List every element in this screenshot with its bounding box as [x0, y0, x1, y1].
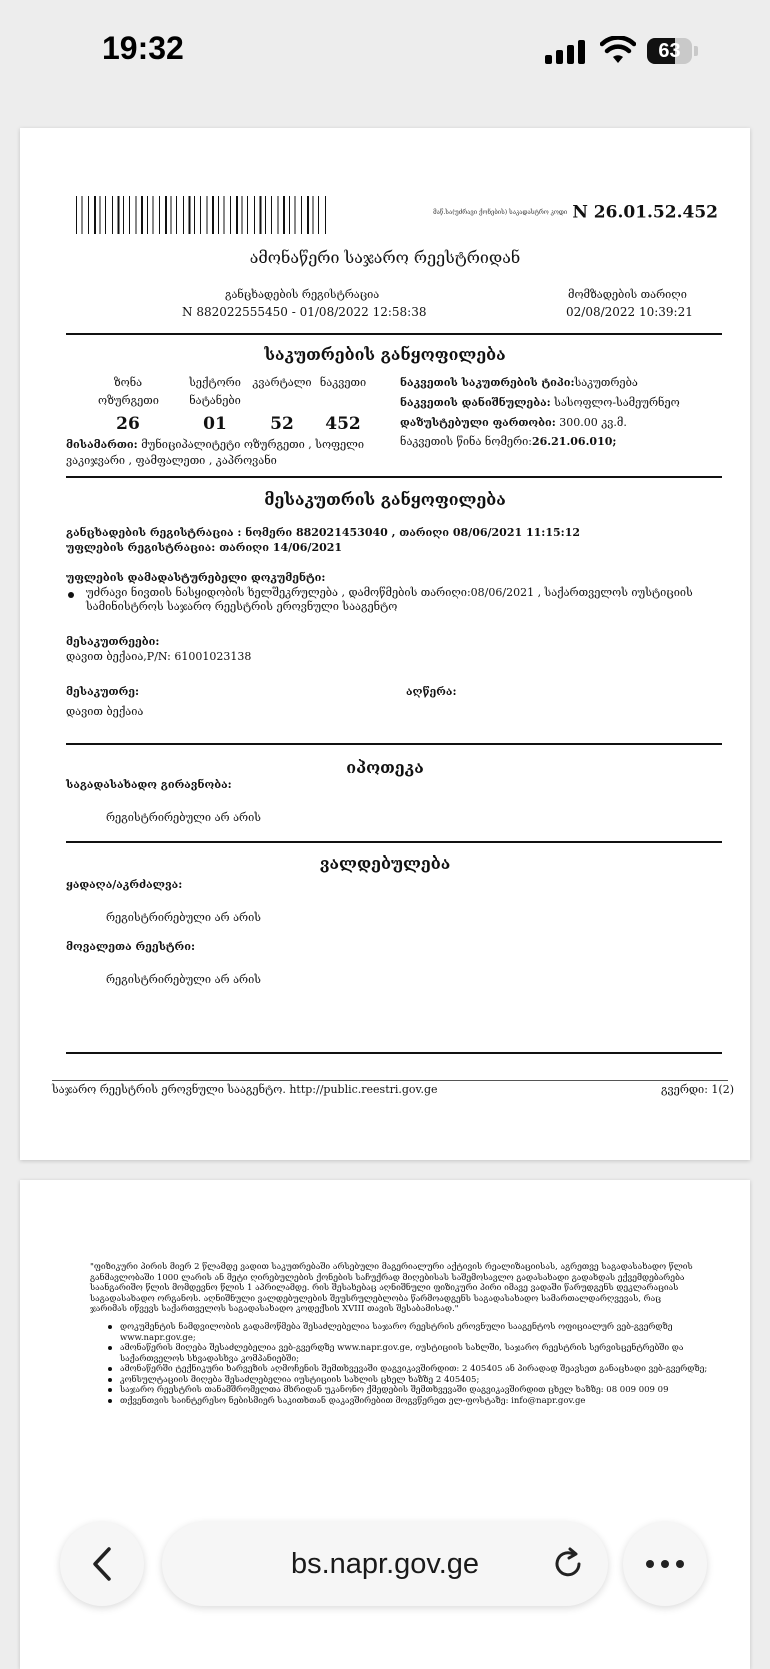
tax-lien-status: რეგისტრირებული არ არის: [106, 811, 261, 824]
prop-type-value: საკუთრება: [574, 376, 638, 389]
seizure-status: რეგისტრირებული არ არის: [106, 911, 261, 924]
cadastral-code: [433, 202, 718, 223]
footer-divider: [52, 1080, 728, 1081]
prop-type-label: ნაკვეთის საკუთრების ტიპი:: [400, 376, 575, 389]
list-bullet: [68, 592, 74, 598]
divider: [66, 1052, 722, 1054]
status-bar: [0, 0, 770, 110]
cellular-signal-icon: [545, 40, 587, 64]
purpose-value: სასოფლო-სამეურნეო: [550, 396, 680, 409]
more-button[interactable]: [623, 1522, 707, 1606]
zone-subheader: ოზურგეთი: [98, 394, 159, 407]
doc-item-line-2: სამინისტროს საჯარო რეესტრის ეროვნული სააგენტო: [86, 600, 398, 613]
footer-page-number: გვერდი: 1(2): [661, 1083, 734, 1096]
divider: [66, 841, 722, 843]
purpose-row: [400, 396, 680, 409]
zone-header: ზონა: [113, 376, 143, 389]
address-line-1: [66, 438, 364, 451]
sector-value: 01: [203, 414, 227, 434]
owner-section-title: მესაკუთრის განყოფილება: [264, 490, 506, 509]
divider: [66, 743, 722, 745]
divider: [66, 333, 722, 335]
list-item: ამონაწერში ტექნიკური ხარვეზის აღმოჩენის შემთხვევაში დაგვიკავშირდით: 2 405405 ან პირადად შეავსეთ განაცხადი ვებ-გვერდზე;: [108, 1364, 708, 1375]
battery-percent: 63: [658, 40, 681, 62]
quarter-value: 52: [270, 414, 294, 434]
parcel-value: 452: [325, 414, 361, 434]
seizure-label: ყადაღა/აკრძალვა:: [66, 878, 183, 891]
list-item: ამონაწერის მიღება შესაძლებელია ვებ-გვერდზე www.napr.gov.ge, იუსტიციის სახლში, საჯარო რეესტრის სერვისცენტრებში და საქართველოს სხვადასხვა კომპანიებში;: [108, 1343, 708, 1364]
prev-num-value: 26.21.06.010;: [532, 435, 617, 448]
quarter-header: კვარტალი: [252, 376, 312, 389]
list-item: თქვენთვის საინტერესო ნებისმიერ საკითხთან დაკავშირებით მოგვწერეთ ელ-ფოსტაზე: info@napr.gov.ge: [108, 1396, 708, 1407]
owners-value: დავით ბექაია,P/N: 61001023138: [66, 650, 252, 663]
owners-label: მესაკუთრეები:: [66, 635, 160, 648]
doc-item-line-1: უძრავი ნივთის ნასყიდობის ხელშეკრულება , დამოწმების თარიღი:08/06/2021 , საქართველოს იუსტიციის: [86, 586, 693, 599]
address-value: მუნიციპალიტეტი ოზურგეთი , სოფელი: [137, 438, 365, 451]
area-value: 300.00 კვ.მ.: [555, 416, 627, 429]
area-label: დაზუსტებული ფართობი:: [400, 416, 556, 429]
tax-lien-label: საგადასახადო გირავნობა:: [66, 778, 232, 791]
owner-value: დავით ბექაია: [66, 705, 144, 718]
owner-label: მესაკუთრე:: [66, 685, 140, 698]
tax-notice-quote: "ფიზიკური პირის მიერ 2 წლამდე ვადით საკუთრებაში არსებული მაგერიალური აქტივის რეალიზაციისას, აგრეთვე საგადასახადო წლის განმავლობაში 1000 ლარის ან მეტი ღირებულების ქონების საჩუქრად მიღებისას საშემოსავლო გადასახადი გადახდას ექვემდებარება საანგარიშო წლის მომდევნო წლის 1 აპრილამდე. რის შესახებაც აღნიშნული ფიზიკური პირი იმავე ვადაში წარუდგენს დეკლარაციას საგადასახადო ორგანოს. აღნიშნული ვალდებულების შეუსრულებლობა წარმოადგენს საგადასახადო სამართალდარღვევას, რაც ჯარიმას იწვევს საქართველოს საგადასახადო კოდექსის XVIII თავის შესაბამისად.": [90, 1262, 693, 1314]
sector-subheader: ნატანები: [189, 394, 241, 407]
prep-date-label: მომზადების თარიღი: [568, 288, 687, 301]
prep-date-value: 02/08/2022 10:39:21: [566, 305, 693, 319]
prev-num-row: [400, 435, 616, 448]
prop-type-row: [400, 376, 638, 389]
app-reg-line: განცხადების რეგისტრაცია : ნომერი 882021453040 , თარიღი 08/06/2021 11:15:12: [66, 526, 581, 539]
back-button[interactable]: [60, 1522, 144, 1606]
sector-header: სექტორი: [189, 376, 241, 389]
right-reg-line: უფლების რეგისტრაცია: თარიღი 14/06/2021: [66, 541, 343, 554]
docs-label: უფლების დამადასტურებელი დოკუმენტი:: [66, 571, 326, 584]
barcode: [76, 196, 326, 234]
parcel-header: ნაკვეთი: [319, 376, 367, 389]
prev-num-label: ნაკვეთის წინა ნომერი:: [400, 435, 532, 448]
battery-icon: [647, 38, 697, 64]
reload-icon[interactable]: [550, 1546, 586, 1582]
list-item: დოკუმენტის ნამდვილობის გადამოწმება შესაძლებელია საჯარო რეესტრის ეროვნული სააგენტოს ოფიციალურ ვებ-გვერდზე www.napr.gov.ge;: [108, 1322, 708, 1343]
property-section-title: საკუთრების განყოფილება: [264, 345, 506, 364]
url-text[interactable]: bs.napr.gov.ge: [290, 1548, 480, 1580]
address-label: მისამართი:: [66, 438, 138, 451]
application-reg-value: N 882022555450 - 01/08/2022 12:58:38: [182, 305, 427, 319]
description-label: აღწერა:: [406, 685, 457, 698]
address-line-2: ვაკიჯვარი , ფამფალეთი , კაპროვანი: [66, 454, 277, 467]
area-row: [400, 416, 627, 429]
address-bar[interactable]: [162, 1522, 608, 1606]
chevron-left-icon: [90, 1546, 114, 1582]
more-dots-icon: [645, 1559, 685, 1569]
doc-item: [86, 586, 726, 614]
application-reg-label: განცხადების რეგისტრაცია: [225, 288, 380, 301]
purpose-label: ნაკვეთის დანიშნულება:: [400, 396, 551, 409]
debtors-label: მოვალეთა რეესტრი:: [66, 940, 196, 953]
list-item: საჯარო რეესტრის თანამშრომელთა მხრიდან უკანონო ქმედების შემთხვევაში დაგვიკავშირდით ცხელ ხაზზე: 08 009 009 09: [108, 1385, 708, 1396]
info-list: [108, 1322, 708, 1406]
clock: 19:32: [102, 30, 184, 66]
document-page-1: [20, 128, 750, 1160]
obligations-title: ვალდებულება: [319, 854, 451, 873]
divider: [66, 476, 722, 478]
document-title: ამონაწერი საჯარო რეესტრიდან: [249, 248, 521, 267]
list-item: კონსულტაციის მიღება შესაძლებელია იუსტიციის სახლის ცხელ ხაზზე 2 405405;: [108, 1375, 708, 1386]
cadastral-code-label: მაწ.სა(უძრავი ქონების) საკადასტრო კოდი: [433, 209, 568, 216]
footer-left: საჯარო რეესტრის ეროვნული სააგენტო. http://public.reestri.gov.ge: [52, 1083, 438, 1096]
cadastral-code-number: N 26.01.52.452: [572, 202, 718, 223]
mortgage-title: იპოთეკა: [346, 758, 424, 777]
wifi-icon: [600, 36, 636, 64]
debtors-status: რეგისტრირებული არ არის: [106, 973, 261, 986]
zone-value: 26: [116, 414, 140, 434]
